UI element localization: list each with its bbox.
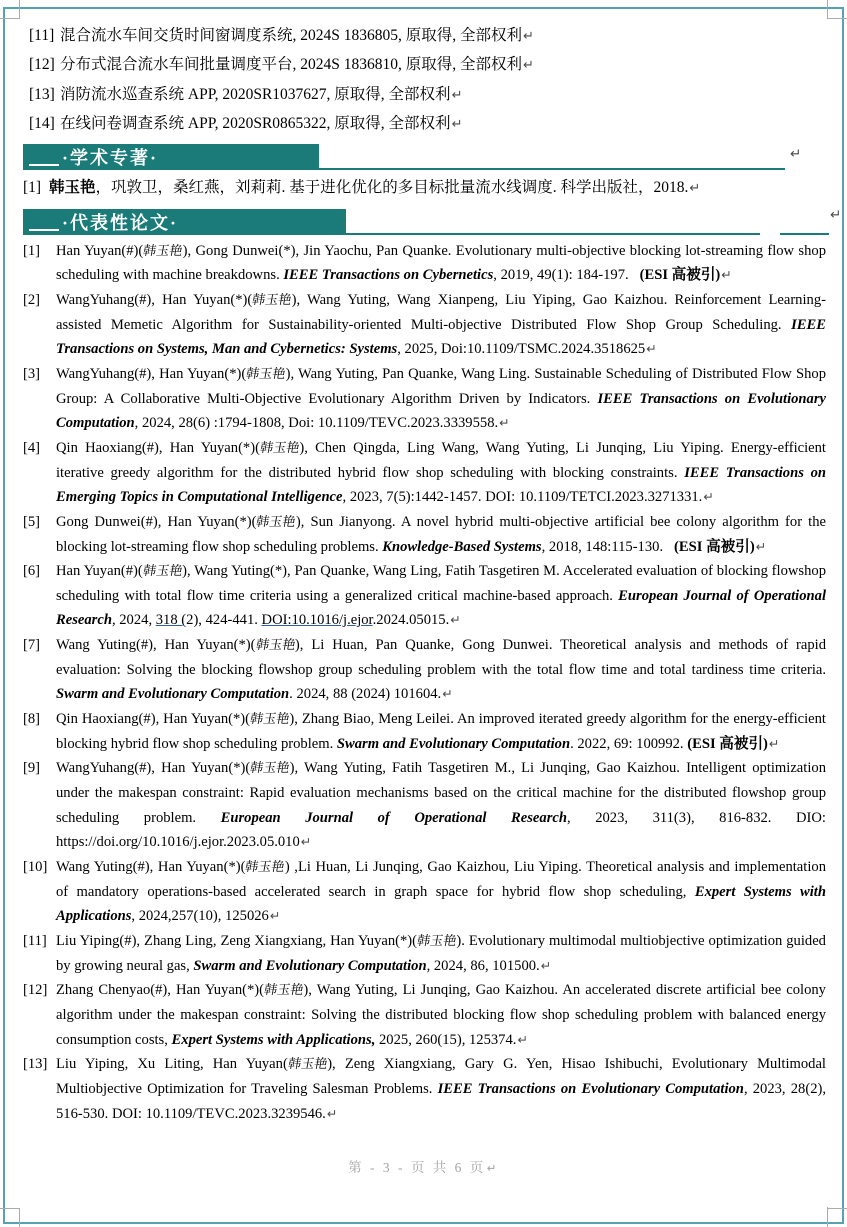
- software-copyright-list: [23, 21, 826, 139]
- item-number: [8]: [23, 711, 41, 728]
- list-item: [23, 173, 826, 203]
- pilcrow-mark: ↵: [790, 145, 802, 161]
- item-number: [9]: [23, 760, 41, 777]
- text-boundary-mark: [0, 1208, 20, 1209]
- item-number: [12]: [29, 56, 55, 74]
- text-boundary-mark: [827, 18, 847, 19]
- list-item: [23, 707, 826, 756]
- pilcrow-mark: ↵: [646, 342, 657, 357]
- pilcrow-mark: ↵: [703, 490, 714, 505]
- pilcrow-mark: ↵: [755, 539, 767, 554]
- item-text: WangYuhang(#), Han Yuyan(*)(韩玉艳), Wang Yuting, Pan Quanke, Wang Ling. Sustainable Scheduling of Distributed Flow Shop Group: A Collaborative Multi-Objective Evolutionary Algorithm Driven by Indicators. IEEE Transactions on Evolutionary Computation, 2024, 28(6) :1794-1808, Doi: 10.1109/TEVC.2023.3339558.↵: [56, 365, 826, 432]
- item-number: [1]: [23, 178, 42, 196]
- section-title: ·代表性论文·: [62, 212, 179, 233]
- list-item: [23, 21, 826, 50]
- item-text: 分布式混合流水车间批量调度平台, 2024S 1836810, 原取得, 全部权利↵: [60, 56, 535, 74]
- monograph-list: [23, 173, 826, 203]
- item-number: [3]: [23, 365, 41, 382]
- pilcrow-mark: ↵: [499, 416, 510, 431]
- header-lead-underline: [29, 147, 59, 166]
- list-item: [23, 288, 826, 362]
- item-number: [5]: [23, 513, 41, 530]
- section-title-box: [23, 209, 346, 235]
- pilcrow-mark: ↵: [450, 613, 461, 628]
- item-text: Qin Haoxiang(#), Han Yuyan(*)(韩玉艳), Chen Qingda, Ling Wang, Wang Yuting, Li Junqing, Liu Yiping. Energy-efficient iterative greedy algorithm for the distributed hybrid flow shop scheduling with blocking constraints. IEEE Transactions on Emerging Topics in Computational Intelligence, 2023, 7(5):1442-1457. DOI: 10.1109/TETCI.2023.3271331.↵: [56, 439, 827, 506]
- section-rule: [780, 233, 829, 235]
- text-boundary-mark: [19, 0, 20, 19]
- pilcrow-mark: ↵: [830, 206, 842, 222]
- item-number: [13]: [23, 1056, 48, 1073]
- list-item: [23, 239, 826, 288]
- page-content: [23, 21, 842, 1126]
- item-text: Han Yuyan(#)(韩玉艳), Wang Yuting(*), Pan Quanke, Wang Ling, Fatih Tasgetiren M. Accelerated evaluation of blocking flowshop scheduling with total flow time criteria using a generalized critical machine-based approach. European Journal of Operational Research, 2024, 318 (2), 424-441. DOI:10.1016/j.ejor.2024.05015.↵: [56, 563, 826, 629]
- list-item: [23, 436, 826, 510]
- list-item: [23, 1052, 826, 1126]
- section-title: ·学术专著·: [62, 147, 159, 168]
- item-text: Liu Yiping, Xu Liting, Han Yuyan(韩玉艳), Zeng Xiangxiang, Gary G. Yen, Hisao Ishibuchi, Evolutionary Multimodal Multiobjective Optimization for Traveling Salesman Problems. IEEE Transactions on Evolutionary Computation, 2023, 28(2), 516-530. DOI: 10.1109/TEVC.2023.3239546.↵: [56, 1056, 826, 1122]
- item-text: 混合流水车间交货时间窗调度系统, 2024S 1836805, 原取得, 全部权利↵: [60, 27, 535, 44]
- list-item: [23, 633, 826, 707]
- pilcrow-mark: ↵: [517, 1032, 528, 1047]
- pilcrow-mark: ↵: [523, 28, 535, 43]
- list-item: [23, 362, 826, 436]
- list-item: [23, 50, 826, 79]
- item-text: Zhang Chenyao(#), Han Yuyan(*)(韩玉艳), Wang Yuting, Li Junqing, Gao Kaizhou. An accelerated discrete artificial bee colony algorithm under the makespan constraint: Solving the distributed blocking flow shop scheduling problem with balanced energy consumption costs, Expert Systems with Applications, 2025, 260(15), 125374.↵: [56, 982, 826, 1048]
- item-number: [10]: [23, 859, 48, 876]
- item-number: [1]: [23, 242, 41, 259]
- item-text: Qin Haoxiang(#), Han Yuyan(*)(韩玉艳), Zhang Biao, Meng Leilei. An improved iterated greedy algorithm for the energy-efficient blocking hybrid flow shop scheduling problem. Swarm and Evolutionary Computation. 2022, 69: 100992. (ESI 高被引)↵: [56, 711, 826, 752]
- item-number: [12]: [23, 982, 48, 999]
- item-number: [2]: [23, 291, 41, 308]
- section-rule: [319, 168, 785, 170]
- item-number: [7]: [23, 637, 41, 654]
- item-number: [11]: [23, 933, 47, 949]
- item-number: [11]: [29, 27, 55, 44]
- pilcrow-mark: ↵: [523, 57, 535, 73]
- item-text: Wang Yuting(#), Han Yuyan(*)(韩玉艳), Li Huan, Pan Quanke, Gong Dunwei. Theoretical analysis and methods of rapid evaluation: Solving the blocking flowshop group scheduling problem with the total flow time and total tardiness time criteria. Swarm and Evolutionary Computation. 2024, 88 (2024) 101604.↵: [56, 637, 826, 703]
- item-text: Liu Yiping(#), Zhang Ling, Zeng Xiangxiang, Han Yuyan(*)(韩玉艳). Evolutionary multimodal multiobjective optimization guided by growing neural gas, Swarm and Evolutionary Computation, 2024, 86, 101500.↵: [56, 933, 826, 974]
- pilcrow-mark: ↵: [540, 958, 552, 973]
- header-lead-underline: [29, 212, 59, 231]
- list-item: [23, 559, 826, 633]
- item-text: 消防流水巡查系统 APP, 2020SR1037627, 原取得, 全部权利↵: [60, 85, 463, 103]
- pilcrow-mark: ↵: [269, 909, 281, 924]
- pilcrow-mark: ↵: [486, 1163, 499, 1175]
- item-text: WangYuhang(#), Han Yuyan(*)(韩玉艳), Wang Yuting, Fatih Tasgetiren M., Li Junqing, Gao Kaizhou. Intelligent optimization under the makespan constraint: Rapid evaluation mechanisms based on the critical machine for the distributed flowshop group scheduling problem. European Journal of Operational Research, 2023, 311(3), 816-832. DIO: https://doi.org/10.1016/j.ejor.2023.05.010↵: [56, 760, 826, 851]
- text-boundary-mark: [19, 1208, 20, 1227]
- section-header-monographs: [23, 144, 826, 170]
- text-boundary-mark: [827, 0, 828, 19]
- papers-list: [23, 239, 826, 1127]
- item-text: 在线问卷调查系统 APP, 2020SR0865322, 原取得, 全部权利↵: [60, 115, 463, 133]
- list-item: [23, 80, 826, 109]
- list-item: [23, 756, 826, 855]
- item-text: Gong Dunwei(#), Han Yuyan(*)(韩玉艳), Sun Jianyong. A novel hybrid multi-objective artificial bee colony algorithm for the blocking lot-streaming flow shop scheduling problems. Knowledge-Based Systems, 2018, 148:115-130. (ESI 高被引)↵: [56, 513, 826, 555]
- pilcrow-mark: ↵: [326, 1106, 338, 1121]
- list-item: [23, 510, 826, 559]
- item-number: [13]: [29, 85, 55, 103]
- text-boundary-mark: [827, 1208, 847, 1209]
- list-item: [23, 929, 826, 978]
- pilcrow-mark: ↵: [689, 179, 701, 195]
- text-boundary-mark: [0, 18, 20, 19]
- pilcrow-mark: ↵: [451, 86, 463, 102]
- section-title-box: [23, 144, 319, 170]
- pilcrow-mark: ↵: [721, 268, 732, 283]
- item-number: [6]: [23, 563, 41, 580]
- item-number: [14]: [29, 115, 55, 133]
- item-text: WangYuhang(#), Han Yuyan(*)(韩玉艳), Wang Yuting, Wang Xianpeng, Liu Yiping, Gao Kaizhou. Reinforcement Learning-assisted Memetic Algorithm for Sustainability-oriented Multi-objective Distributed Flow Shop Group Scheduling. IEEE Transactions on Systems, Man and Cybernetics: Systems, 2025, Doi:10.1109/TSMC.2024.3518625↵: [56, 291, 826, 358]
- pilcrow-mark: ↵: [451, 116, 463, 132]
- page-number-text: 第 - 3 - 页 共 6 页: [348, 1160, 486, 1175]
- item-text: 韩玉艳，巩敦卫，桑红燕，刘莉莉. 基于进化优化的多目标批量流水线调度. 科学出版社，2018.↵: [49, 178, 701, 196]
- list-item: [23, 109, 826, 138]
- text-boundary-mark: [827, 1207, 828, 1227]
- pilcrow-mark: ↵: [442, 687, 453, 702]
- section-header-papers: [23, 206, 842, 235]
- list-item: [23, 978, 826, 1052]
- pilcrow-mark: ↵: [768, 736, 780, 751]
- item-text: Han Yuyan(#)(韩玉艳), Gong Dunwei(*), Jin Yaochu, Pan Quanke. Evolutionary multi-objective blocking lot-streaming flow shop scheduling with machine breakdowns. IEEE Transactions on Cybernetics, 2019, 49(1): 184-197. (ESI 高被引)↵: [56, 242, 826, 284]
- list-item: [23, 855, 826, 929]
- pilcrow-mark: ↵: [300, 835, 312, 850]
- page-number-footer: [0, 1156, 847, 1176]
- section-rule: [346, 233, 760, 235]
- item-number: [4]: [23, 439, 41, 456]
- item-text: Wang Yuting(#), Han Yuyan(*)(韩玉艳) ,Li Huan, Li Junqing, Gao Kaizhou, Liu Yiping. Theoretical analysis and implementation of mandatory operations-based accelerated search in graph space for hybrid flow shop scheduling, Expert Systems with Applications, 2024,257(10), 125026↵: [56, 859, 826, 925]
